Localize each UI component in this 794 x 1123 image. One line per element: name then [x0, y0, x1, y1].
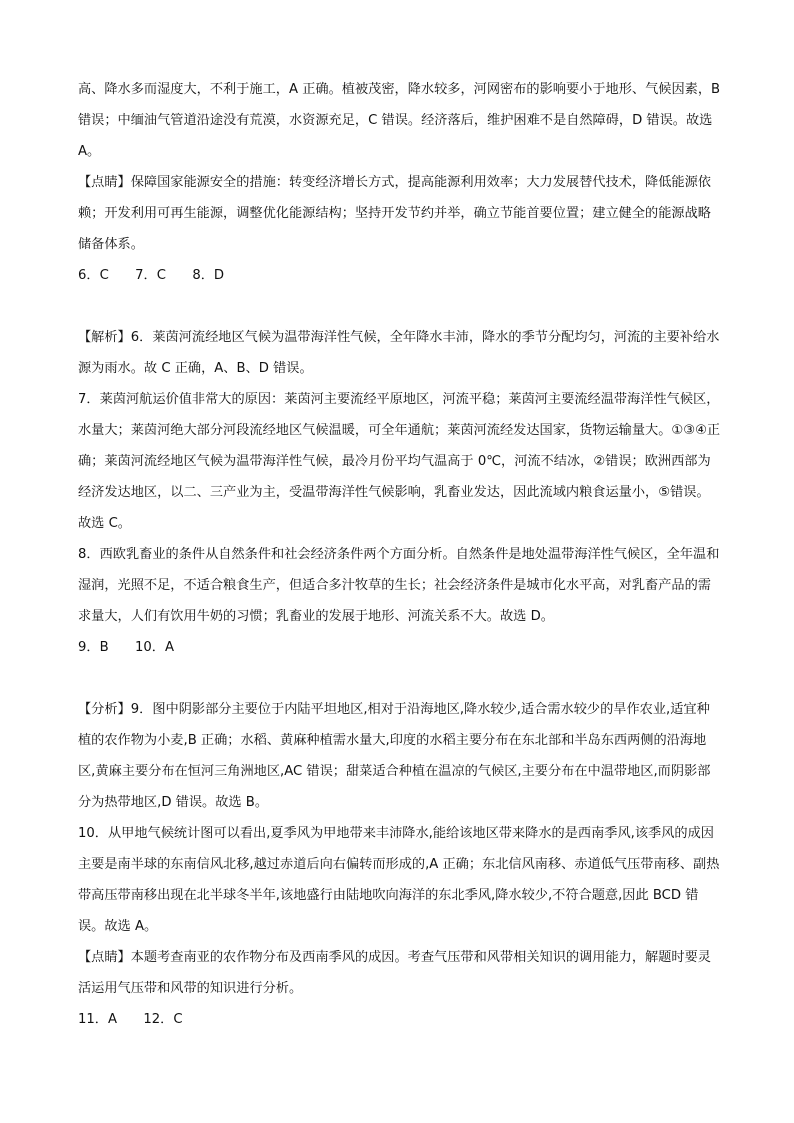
paragraph-dianjing-energy: 【点睛】保障国家能源安全的措施：转变经济增长方式，提高能源利用效率；大力发展替代技术，降低能源依赖；开发利用可再生能源，调整优化能源结构；坚持开发节约并举，确立节能首要位置；建立健全的能源战略储备体系。 — [78, 175, 711, 252]
answer-line-9-10: 9．B 10．A — [78, 640, 174, 655]
paragraph-prev-answer-explanation: 高、降水多而湿度大，不利于施工，A 正确。植被茂密，降水较多，河网密布的影响要小于地形、气候因素，B 错误；中缅油气管道沿途没有荒漠，水资源充足，C 错误。经济落后，维护困难不是自然障碍，D 错误。故选 A。 — [78, 82, 721, 159]
answer-line-11-12: 11．A 12．C — [78, 1012, 183, 1027]
spacer — [78, 291, 722, 322]
paragraph-jiexi-6: 【解析】6．莱茵河流经地区气候为温带海洋性气候，全年降水丰沛，降水的季节分配均匀，河流的主要补给水源为雨水。故 C 正确，A、B、D 错误。 — [78, 330, 720, 376]
paragraph-fenxi-9: 【分析】9．图中阴影部分主要位于内陆平坦地区,相对于沿海地区,降水较少,适合需水较少的旱作农业,适宜种植的农作物为小麦,B 正确；水稻、黄麻种植需水量大,印度的水稻主要分布在东北部和半岛东西两侧的沿海地区,黄麻主要分布在恒河三角洲地区,AC 错误；甜菜适合种植在温凉的气候区,主要分布在中温带地区,而阴影部分为热带地区,D 错误。故选 B。 — [78, 702, 711, 810]
paragraph-explanation-7: 7．莱茵河航运价值非常大的原因：莱茵河主要流经平原地区，河流平稳；莱茵河主要流经温带海洋性气候区，水量大；莱茵河绝大部分河段流经地区气候温暖，可全年通航；莱茵河流经发达国家，货物运输量大。①③④正确；莱茵河流经地区气候为温带海洋性气候，最冷月份平均气温高于 0℃，河流不结冰，②错误；欧洲西部为经济发达地区，以二、三产业为主，受温带海洋性气候影响，乳畜业发达，因此流域内粮食运量小，⑤错误。故选 C。 — [78, 392, 721, 531]
paragraph-explanation-10: 10．从甲地气候统计图可以看出,夏季风为甲地带来丰沛降水,能给该地区带来降水的是西南季风,该季风的成因主要是南半球的东南信风北移,越过赤道后向右偏转而形成的,A 正确；东北信风南移、赤道低气压带南移、副热带高压带南移出现在北半球冬半年,该地盛行由陆地吹向海洋的东北季风,降水较少,不符合题意,因此 BCD 错误。故选 A。 — [78, 826, 720, 934]
answer-line-6-8: 6．C 7．C 8．D — [78, 268, 225, 283]
paragraph-dianjing-south-asia: 【点睛】本题考查南亚的农作物分布及西南季风的成因。考查气压带和风带相关知识的调用能力，解题时要灵活运用气压带和风带的知识进行分析。 — [78, 950, 711, 996]
document-page — [78, 74, 722, 1035]
paragraph-explanation-8: 8．西欧乳畜业的条件从自然条件和社会经济条件两个方面分析。自然条件是地处温带海洋性气候区，全年温和湿润，光照不足，不适合粮食生产，但适合多汁牧草的生长；社会经济条件是城市化水平高，对乳畜产品的需求量大，人们有饮用牛奶的习惯；乳畜业的发展于地形、河流关系不大。故选 D。 — [78, 547, 720, 624]
spacer — [78, 663, 722, 694]
